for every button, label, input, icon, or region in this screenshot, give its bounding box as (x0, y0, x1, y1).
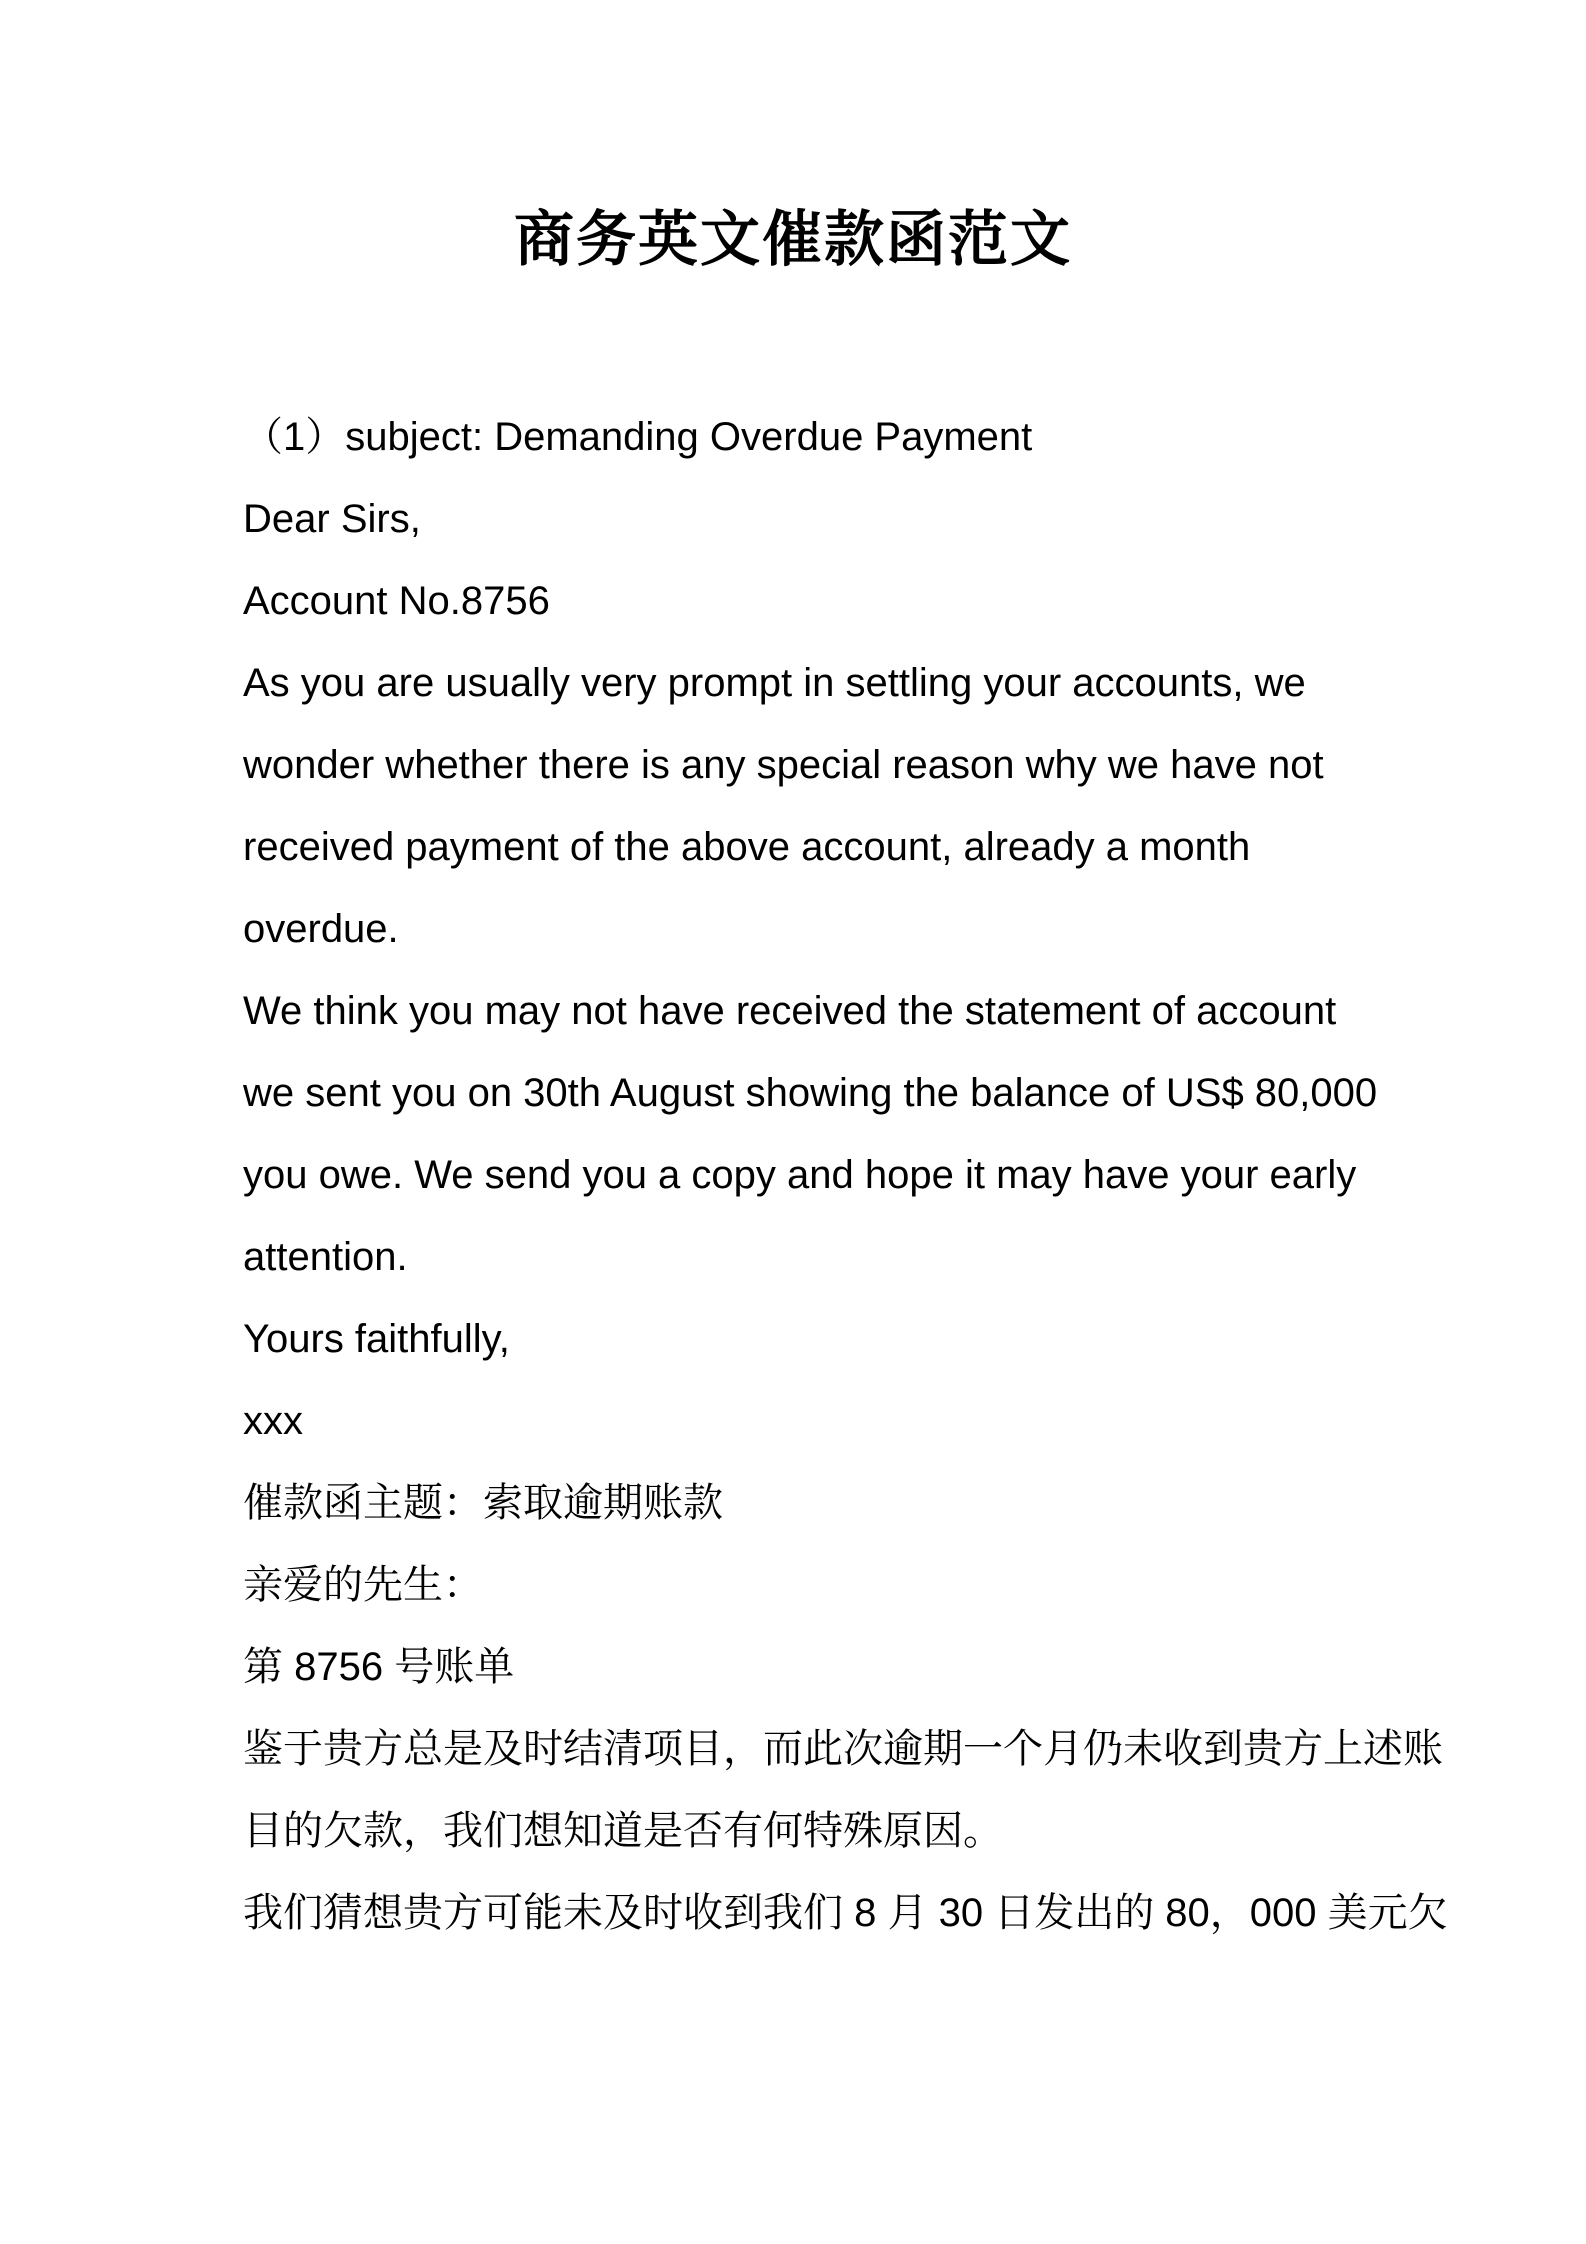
text-line: 目的欠款，我们想知道是否有何特殊原因。 (243, 1809, 1003, 1853)
text-line: received payment of the above account, already a month (243, 825, 1251, 869)
text-line: xxx (243, 1399, 303, 1443)
text-line: As you are usually very prompt in settling your accounts, we (243, 661, 1306, 705)
text-line: Yours faithfully, (243, 1317, 510, 1361)
text-line: we sent you on 30th August showing the balance of US$ 80,000 (243, 1071, 1378, 1115)
text-line: Account No.8756 (243, 579, 550, 623)
text-line: attention. (243, 1235, 408, 1279)
text-line: （1）subject: Demanding Overdue Payment (243, 415, 1033, 459)
text-line: wonder whether there is any special reason why we have not (243, 743, 1324, 787)
text-line: 我们猜想贵方可能未及时收到我们 8 月 30 日发出的 80，000 美元欠 (243, 1891, 1448, 1935)
document-body (243, 396, 1446, 1954)
text-line: 亲爱的先生： (243, 1563, 483, 1607)
document-title: 商务英文催款函范文 (514, 206, 1072, 273)
text-line: Dear Sirs, (243, 497, 421, 541)
text-line: 鉴于贵方总是及时结清项目，而此次逾期一个月仍未收到贵方上述账 (243, 1727, 1443, 1771)
text-line: 第 8756 号账单 (243, 1645, 515, 1689)
text-line: overdue. (243, 907, 399, 951)
text-line: you owe. We send you a copy and hope it may have your early (243, 1153, 1357, 1197)
text-line: We think you may not have received the statement of account (243, 989, 1337, 1033)
text-line: 催款函主题：索取逾期账款 (243, 1481, 723, 1525)
